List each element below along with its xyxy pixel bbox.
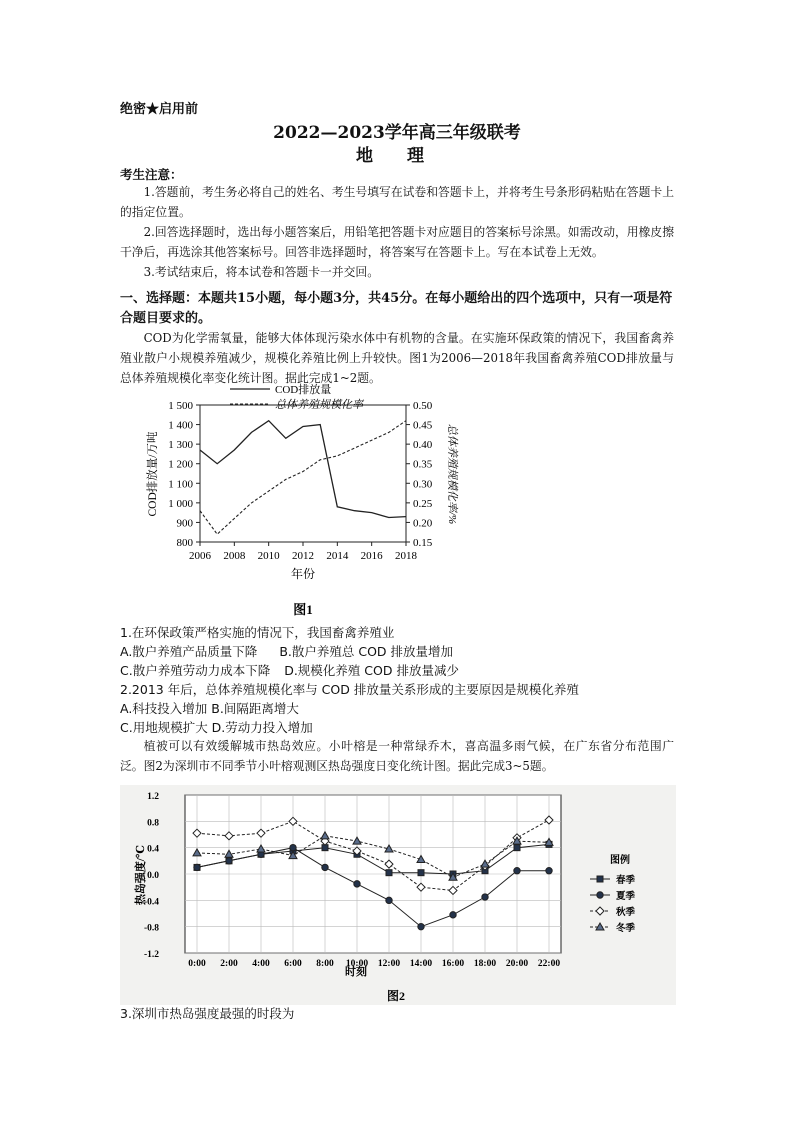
option-1a: A.散户养殖产品质量下降 bbox=[120, 644, 258, 659]
data-point-circle bbox=[354, 881, 360, 887]
data-point-circle bbox=[546, 868, 552, 874]
passage-2-text: 植被可以有效缓解城市热岛效应。小叶榕是一种常绿乔木，喜高温多雨气候，在广东省分布范围广泛。图2为深圳市不同季节小叶榕观测区热岛强度日变化统计图。据此完成3~5题。 bbox=[120, 739, 674, 773]
y-right-tick-label: 0.45 bbox=[413, 419, 433, 432]
data-point-circle bbox=[322, 864, 328, 870]
question-2-options-ab: A.科技投入增加 B.间隔距离增大 bbox=[120, 701, 299, 716]
x-tick-label: 12:00 bbox=[377, 959, 401, 969]
question-3-stem: 3.深圳市热岛强度最强的时段为 bbox=[120, 1006, 295, 1021]
y-tick-label: -0.8 bbox=[143, 923, 159, 934]
x-tick-label: 2010 bbox=[257, 550, 280, 562]
x-tick-label: 2016 bbox=[360, 550, 383, 562]
legend-title: 图例 bbox=[610, 855, 630, 866]
x-tick-label: 2:00 bbox=[220, 959, 238, 969]
legend-marker bbox=[597, 892, 603, 898]
confidential-mark: 绝密★启用前 bbox=[120, 102, 199, 117]
figure-2-chart bbox=[120, 785, 676, 1005]
y-tick-label: -1.2 bbox=[143, 950, 159, 960]
x-tick-label: 2008 bbox=[223, 550, 246, 562]
data-point-circle bbox=[418, 923, 424, 929]
legend-marker bbox=[597, 876, 603, 882]
data-point-circle bbox=[514, 868, 520, 874]
legend-label-cod: COD排放量 bbox=[275, 384, 332, 396]
data-point-circle bbox=[450, 912, 456, 918]
y-tick-label: 1 400 bbox=[168, 419, 193, 432]
series-line-cod bbox=[200, 421, 406, 518]
y-tick-label: 900 bbox=[176, 517, 193, 530]
figure-1-xlabel: 年份 bbox=[290, 567, 316, 581]
x-tick-label: 6:00 bbox=[284, 959, 302, 969]
figure-2-caption: 图2 bbox=[386, 989, 406, 1003]
legend-label: 冬季 bbox=[616, 924, 636, 934]
y-tick-label: 1 500 bbox=[168, 400, 193, 412]
y-tick-label: 1 200 bbox=[168, 458, 193, 471]
notice-item: 2.回答选择题时，选出每小题答案后，用铅笔把答题卡对应题目的答案标号涂黑。如需改动，用橡皮擦干净后，再选涂其他答案标号。回答非选择题时，将答案写在答题卡上。写在本试卷上无效。 bbox=[120, 225, 674, 259]
legend-label: 秋季 bbox=[616, 908, 636, 918]
y-right-tick-label: 0.25 bbox=[413, 497, 433, 510]
x-tick-label: 2006 bbox=[189, 550, 211, 562]
y-tick-label: 800 bbox=[176, 537, 193, 549]
figure-1-chart bbox=[147, 378, 480, 620]
exam-title: 2022—2023学年高三年级联考 bbox=[273, 123, 521, 143]
question-1-stem: 1.在环保政策严格实施的情况下，我国畜禽养殖业 bbox=[120, 625, 395, 640]
y-right-tick-label: 0.30 bbox=[413, 478, 433, 491]
y-tick-label: 0.8 bbox=[147, 818, 159, 829]
notice-item: 1.答题前，考生务必将自己的姓名、考生号填写在试卷和答题卡上，并将考生号条形码粘贴在答题卡上的指定位置。 bbox=[120, 185, 674, 219]
x-tick-label: 14:00 bbox=[409, 959, 433, 969]
y-right-tick-label: 0.50 bbox=[413, 400, 433, 412]
figure-1-ylabel: COD排放量/万吨 bbox=[147, 431, 159, 517]
x-tick-label: 2018 bbox=[395, 550, 417, 562]
question-1-options-ab bbox=[120, 642, 579, 661]
y-right-tick-label: 0.15 bbox=[413, 537, 433, 549]
question-3 bbox=[120, 1004, 294, 1023]
x-tick-label: 22:00 bbox=[537, 959, 561, 969]
data-point-circle bbox=[290, 844, 296, 850]
notice-item: 3.考试结束后，将本试卷和答题卡一并交回。 bbox=[143, 265, 379, 279]
data-point-square bbox=[386, 870, 392, 876]
x-tick-label: 2014 bbox=[326, 550, 349, 562]
y-tick-label: 1 000 bbox=[168, 497, 193, 510]
data-point-circle bbox=[226, 858, 232, 864]
data-point-circle bbox=[386, 897, 392, 903]
option-1c: C.散户养殖劳动力成本下降 bbox=[120, 663, 271, 678]
data-point-circle bbox=[194, 864, 200, 870]
figure-1-caption: 图1 bbox=[293, 602, 313, 617]
legend-label-rate: 总体养殖规模化率 bbox=[275, 399, 363, 411]
x-tick-label: 4:00 bbox=[252, 959, 270, 969]
question-2-stem: 2.2013 年后，总体养殖规模化率与 COD 排放量关系形成的主要原因是规模化养殖 bbox=[120, 682, 579, 697]
y-tick-label: 0.4 bbox=[147, 844, 159, 855]
y-tick-label: 0.0 bbox=[147, 871, 159, 881]
passage-1-text: COD为化学需氧量，能够大体体现污染水体中有机物的含量。在实施环保政策的情况下，我国畜禽养殖业散户小规模养殖减少，规模化养殖比例上升较快。图1为2006—2018年我国畜禽养殖COD排放量与总体养殖规模化率变化统计图。据此完成1~2题。 bbox=[120, 331, 674, 385]
figure-2-ylabel: 热岛强度/℃ bbox=[135, 844, 147, 906]
y-tick-label: 1 300 bbox=[168, 439, 193, 452]
y-right-tick-label: 0.35 bbox=[413, 458, 433, 471]
notice-heading: 考生注意： bbox=[120, 167, 183, 182]
figure-2-xlabel: 时刻 bbox=[345, 966, 367, 978]
x-tick-label: 16:00 bbox=[441, 959, 465, 969]
y-right-tick-label: 0.40 bbox=[413, 439, 433, 452]
y-right-tick-label: 0.20 bbox=[413, 517, 433, 530]
notice-list bbox=[120, 182, 674, 282]
x-tick-label: 10:00 bbox=[345, 959, 369, 969]
data-point-square bbox=[418, 870, 424, 876]
question-1-options-cd bbox=[120, 661, 579, 680]
series-line-rate bbox=[200, 421, 406, 535]
legend-label: 春季 bbox=[616, 876, 636, 886]
legend-label: 夏季 bbox=[616, 892, 636, 902]
question-1 bbox=[120, 623, 579, 737]
option-1b: B.散户养殖总 COD 排放量增加 bbox=[279, 644, 454, 659]
y-tick-label: 1.2 bbox=[147, 792, 159, 802]
question-2-options-cd: C.用地规模扩大 D.劳动力投入增加 bbox=[120, 720, 313, 735]
passage-2 bbox=[120, 736, 674, 776]
data-point-square bbox=[514, 845, 520, 851]
x-tick-label: 8:00 bbox=[316, 959, 334, 969]
x-tick-label: 18:00 bbox=[473, 959, 497, 969]
y-tick-label: -0.4 bbox=[143, 897, 159, 908]
section-heading: 一、选择题：本题共15小题，每小题3分，共45分。在每小题给出的四个选项中，只有一项是符合题目要求的。 bbox=[120, 291, 673, 326]
x-tick-label: 0:00 bbox=[188, 959, 206, 969]
data-point-circle bbox=[482, 894, 488, 900]
figure-1-ylabel-right: 总体养殖规模化率/% bbox=[446, 423, 458, 525]
option-1d: D.规模化养殖 COD 排放量减少 bbox=[284, 663, 459, 678]
x-tick-label: 2012 bbox=[292, 550, 314, 562]
x-tick-label: 20:00 bbox=[505, 959, 529, 969]
y-tick-label: 1 100 bbox=[168, 478, 193, 491]
subject-title: 地 理 bbox=[356, 146, 438, 166]
